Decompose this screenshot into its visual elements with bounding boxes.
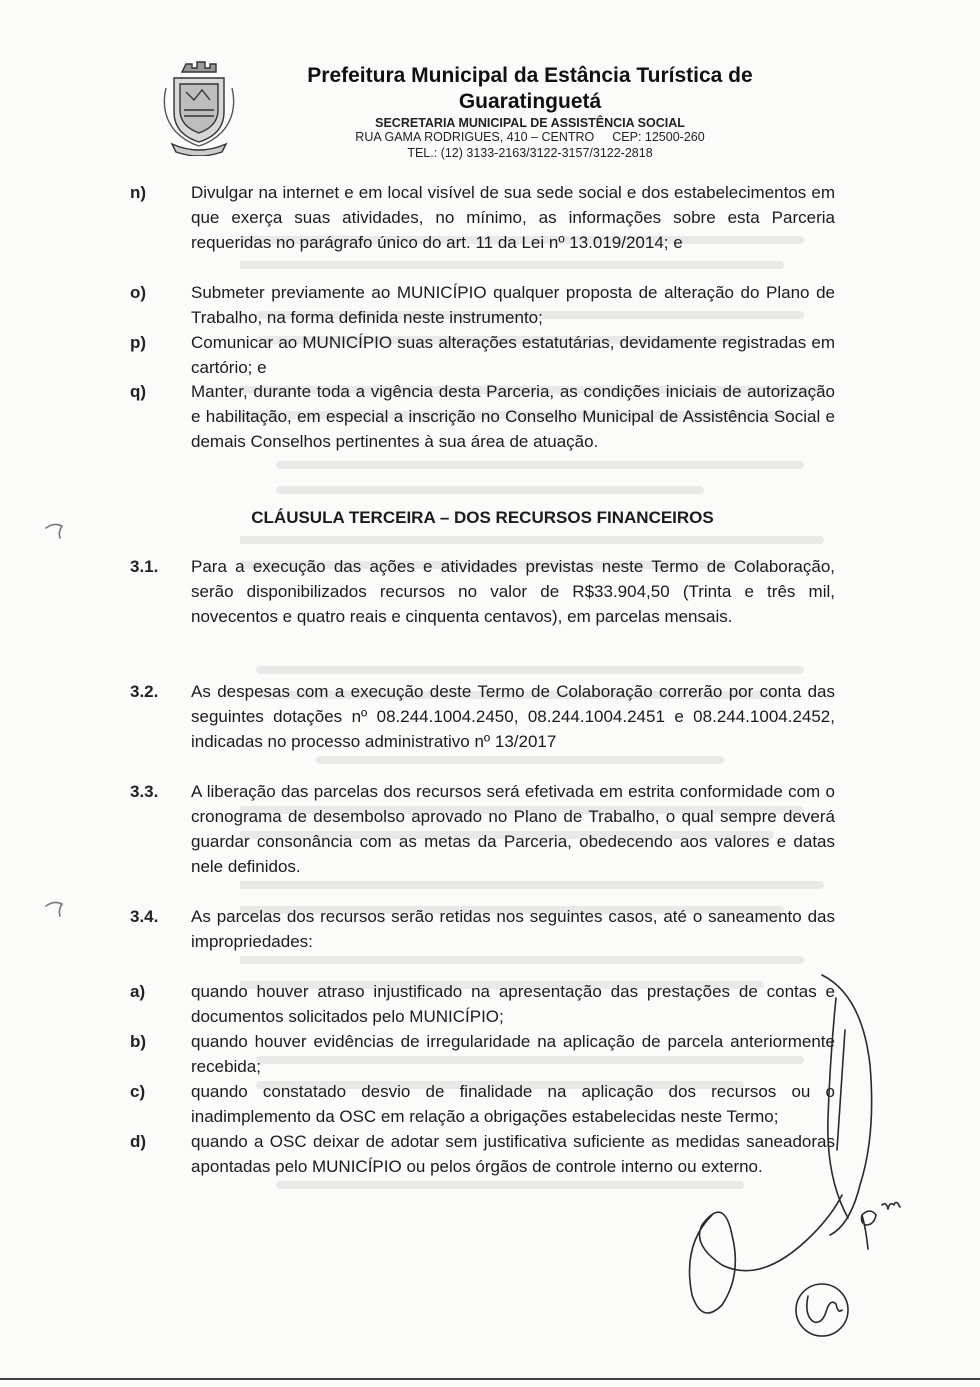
section-number: 3.3.: [130, 782, 159, 801]
item-marker: b): [130, 1032, 147, 1051]
section-number: 3.4.: [130, 907, 159, 926]
item-marker: d): [130, 1132, 147, 1151]
item-text: Comunicar ao MUNICÍPIO suas alterações estatutárias, devidamente registradas em cartório; e: [191, 333, 835, 377]
header-title-line1: Prefeitura Municipal da Estância Turística de: [307, 64, 753, 87]
section-text: As despesas com a execução deste Termo de Colaboração correrão por conta das seguintes dotações nº 08.244.1004.2450, 08.244.1004.2451 e 08.244.1004.2452, indicadas no processo administrativo nº 13/2017: [191, 682, 835, 751]
municipal-coat-of-arms-icon: [160, 58, 238, 156]
item-text: quando houver evidências de irregularidade na aplicação de parcela anteriormente recebida;: [191, 1032, 835, 1076]
page-bottom-edge: [0, 1378, 980, 1380]
section-text: Para a execução das ações e atividades previstas neste Termo de Colaboração, serão disponibilizados recursos no valor de R$33.904,50 (Trinta e três mil, novecentos e quatro reais e cinquenta centavos), em parcelas mensais.: [191, 557, 835, 626]
clause-title: CLÁUSULA TERCEIRA – DOS RECURSOS FINANCEIROS: [251, 508, 714, 527]
section-text: A liberação das parcelas dos recursos será efetivada em estrita conformidade com o cronograma de desembolso aprovado no Plano de Trabalho, o qual sempre deverá guardar consonância com as metas da Parceria, obedecendo aos valores e datas nele definidos.: [191, 782, 835, 876]
section-number: 3.2.: [130, 682, 159, 701]
header-phone: TEL.: (12) 3133-2163/3122-3157/3122-2818: [407, 146, 653, 160]
item-text: quando constatado desvio de finalidade na aplicação dos recursos ou o inadimplemento da OSC em relação a obrigações estabelecidas neste Termo;: [191, 1082, 835, 1126]
header-title-line2: Guaratinguetá: [458, 90, 602, 113]
item-marker: a): [130, 982, 146, 1001]
item-marker: q): [130, 382, 147, 401]
item-text: Divulgar na internet e em local visível de sua sede social e dos estabelecimentos em que exerça suas atividades, no mínimo, as informações sobre esta Parceria requeridas no parágrafo único do art. 11 da Lei nº 13.019/2014; e: [191, 183, 835, 252]
item-marker: p): [130, 333, 147, 352]
item-text: Submeter previamente ao MUNICÍPIO qualquer proposta de alteração do Plano de Trabalho, na forma definida neste instrumento;: [191, 283, 835, 327]
item-marker: c): [130, 1082, 146, 1101]
item-marker: n): [130, 183, 147, 202]
item-text: quando houver atraso injustificado na apresentação das prestações de contas e documentos solicitados pelo MUNICÍPIO;: [191, 982, 835, 1026]
item-marker: o): [130, 283, 147, 302]
section-text: As parcelas dos recursos serão retidas nos seguintes casos, até o saneamento das impropriedades:: [191, 907, 835, 951]
header-address: RUA GAMA RODRIGUES, 410 – CENTRO: [355, 130, 595, 144]
item-text: quando a OSC deixar de adotar sem justificativa suficiente as medidas saneadoras apontadas pelo MUNICÍPIO ou pelos órgãos de controle interno ou externo.: [191, 1132, 835, 1176]
section-number: 3.1.: [130, 557, 159, 576]
item-text: Manter, durante toda a vigência desta Parceria, as condições iniciais de autorização e habilitação, em especial a inscrição no Conselho Municipal de Assistência Social e demais Conselhos pertinentes à sua área de atuação.: [191, 382, 835, 451]
header-cep: CEP: 12500-260: [612, 130, 705, 144]
header-address-line: [250, 130, 810, 145]
header-secretaria: SECRETARIA MUNICIPAL DE ASSISTÊNCIA SOCIAL: [375, 116, 685, 130]
